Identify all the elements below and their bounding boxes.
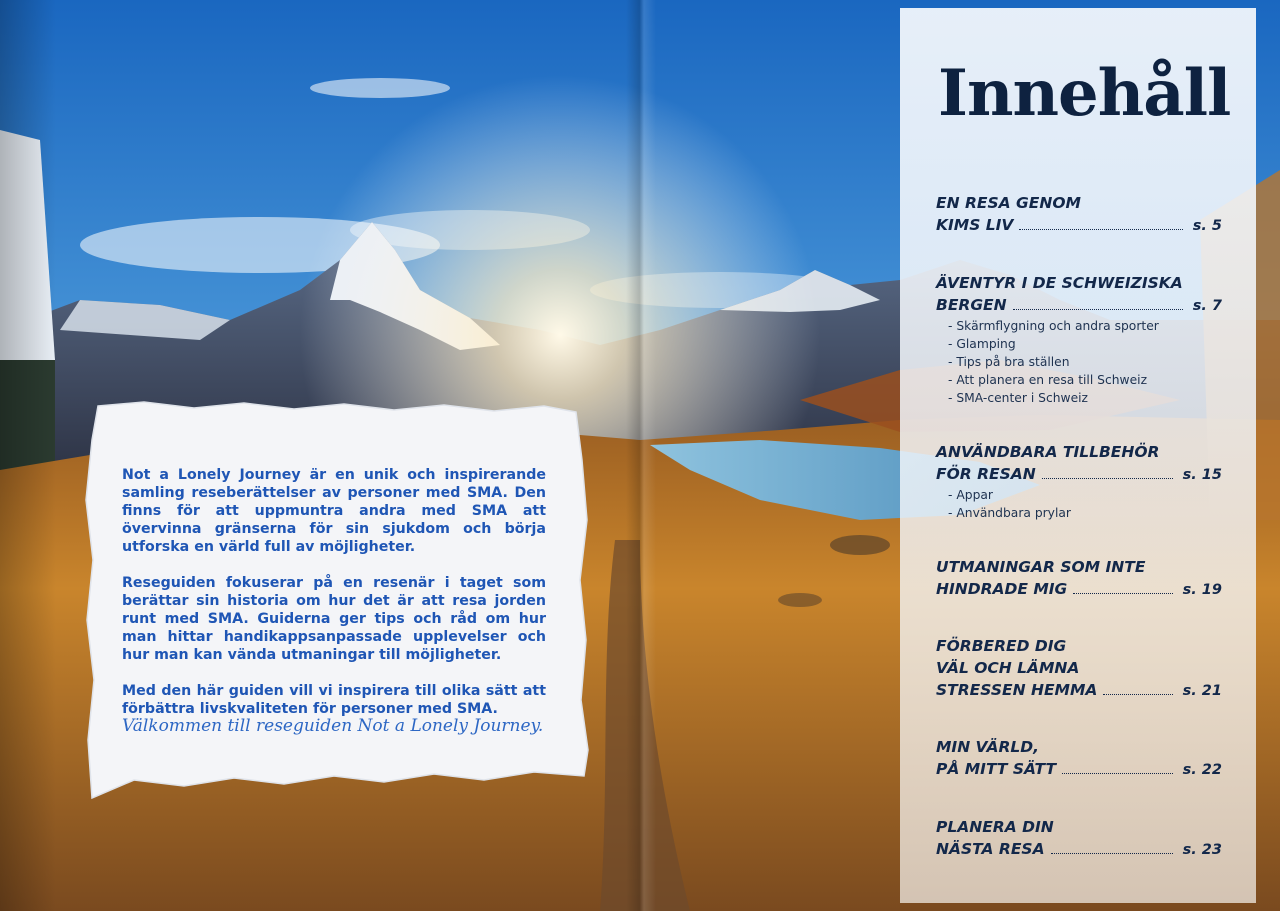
toc-page-number: s. 5 xyxy=(1192,218,1222,234)
toc-subitem[interactable]: - Att planera en resa till Schweiz xyxy=(948,371,1222,389)
toc-entry[interactable] xyxy=(936,441,1222,522)
toc-entry-title: ANVÄNDBARA TILLBEHÖR xyxy=(936,443,1160,461)
dot-leader xyxy=(1103,694,1172,695)
toc-page-number: s. 23 xyxy=(1182,842,1222,858)
dot-leader xyxy=(1013,309,1183,310)
toc-entry-title-last: BERGEN xyxy=(936,296,1007,314)
toc-entry-title: ÄVENTYR I DE SCHWEIZISKA xyxy=(936,274,1183,292)
intro-text-block xyxy=(122,466,546,736)
toc-subitems xyxy=(936,486,1222,522)
toc-subitem[interactable]: - Glamping xyxy=(948,335,1222,353)
toc-entry-title: UTMANINGAR SOM INTE xyxy=(936,558,1146,576)
toc-entry-title-last: FÖR RESAN xyxy=(936,465,1036,483)
toc-entry-title: FÖRBERED DIG xyxy=(936,637,1067,655)
toc-subitem[interactable]: - SMA-center i Schweiz xyxy=(948,389,1222,407)
toc-page-number: s. 21 xyxy=(1182,683,1222,699)
toc-entry-title: MIN VÄRLD, xyxy=(936,738,1040,756)
toc-page-number: s. 15 xyxy=(1182,467,1222,483)
toc-entry[interactable] xyxy=(936,635,1222,701)
toc-subitem[interactable]: - Appar xyxy=(948,486,1222,504)
toc-subitem[interactable]: - Användbara prylar xyxy=(948,504,1222,522)
toc-entry[interactable] xyxy=(936,556,1222,600)
intro-paragraph-2: Reseguiden fokuserar på en resenär i taget som berättar sin historia om hur det är att resa jorden runt med SMA. Guiderna ger tips och råd om hur man hittar handikappsanpassade upplevelser och hur man kan vända utmaningar till möjligheter. xyxy=(122,575,546,663)
toc-entry-title-line2: VÄL OCH LÄMNA xyxy=(936,659,1080,677)
toc-subitem[interactable]: - Skärmflygning och andra sporter xyxy=(948,317,1222,335)
toc-entry-title-last: HINDRADE MIG xyxy=(936,580,1068,598)
welcome-signature: Välkommen till reseguiden Not a Lonely Journey. xyxy=(122,716,544,736)
toc-entry[interactable] xyxy=(936,736,1222,780)
toc-entry[interactable] xyxy=(936,272,1222,407)
toc-entry[interactable] xyxy=(936,816,1222,860)
book-gutter xyxy=(626,0,656,911)
dot-leader xyxy=(1042,478,1173,479)
toc-entry[interactable] xyxy=(936,192,1222,236)
toc-subitem[interactable]: - Tips på bra ställen xyxy=(948,353,1222,371)
toc-subitems xyxy=(936,317,1222,407)
toc-entry-title-last: STRESSEN HEMMA xyxy=(936,681,1098,699)
dot-leader xyxy=(1019,229,1182,230)
toc-title: Innehåll xyxy=(938,56,1231,131)
toc-page-number: s. 7 xyxy=(1192,298,1222,314)
toc-entry-title-last: KIMS LIV xyxy=(936,216,1014,234)
toc-page-number: s. 22 xyxy=(1182,762,1222,778)
intro-paragraph-3: Med den här guiden vill vi inspirera till olika sätt att förbättra livskvaliteten för personer med SMA. xyxy=(122,683,546,717)
page-edge-shadow xyxy=(0,0,56,911)
toc-entry-title: EN RESA GENOM xyxy=(936,194,1081,212)
dot-leader xyxy=(1073,593,1172,594)
table-of-contents-panel xyxy=(900,8,1256,903)
dot-leader xyxy=(1062,773,1173,774)
toc-entry-title-last: PÅ MITT SÄTT xyxy=(936,760,1057,778)
toc-entry-title: PLANERA DIN xyxy=(936,818,1054,836)
toc-page-number: s. 19 xyxy=(1182,582,1222,598)
dot-leader xyxy=(1051,853,1173,854)
intro-paragraph-1: Not a Lonely Journey är en unik och inspirerande samling reseberättelser av personer med SMA. Den finns för att uppmuntra andra med SMA att övervinna gränserna för sin sjukdom och börja utforska en värld full av möjligheter. xyxy=(122,467,546,555)
toc-entry-title-last: NÄSTA RESA xyxy=(936,840,1045,858)
